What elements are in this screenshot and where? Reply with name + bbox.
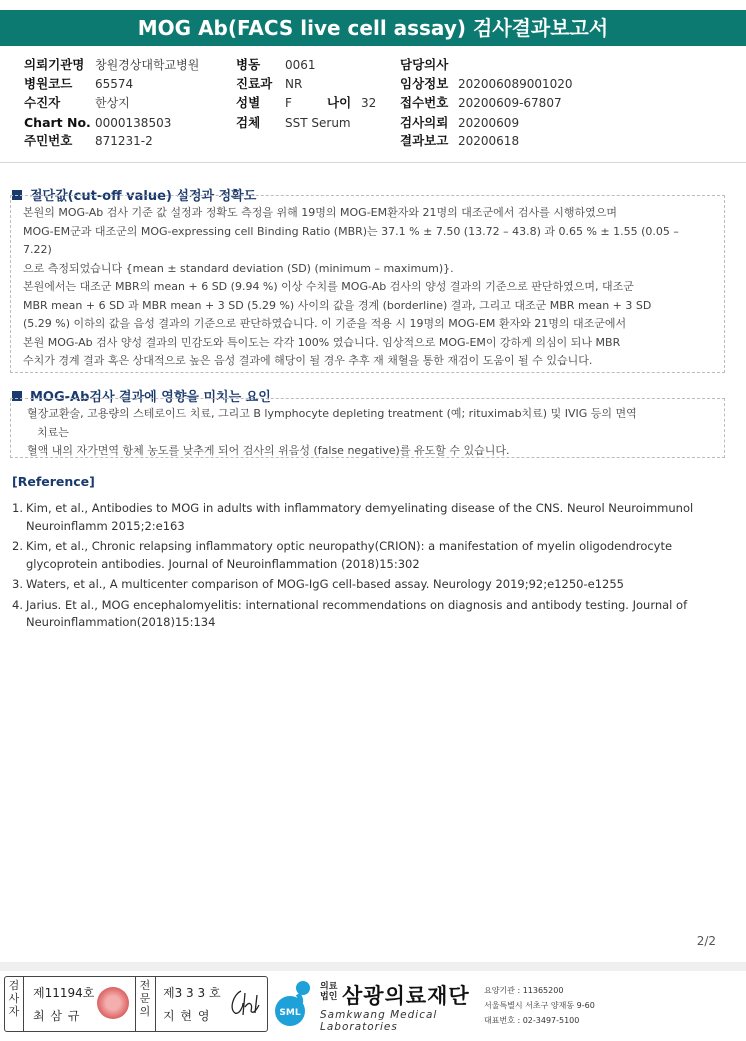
section2-line: 혈장교환술, 고용량의 스테로이드 치료, 그리고 B lymphocyte depleting treatment (예; rituximab치료) 및 IVIG 등의 면역 bbox=[27, 407, 637, 420]
section1-line: (5.29 %) 이하의 값을 음성 결과의 기준으로 판단하였습니다. 이 기준을 적용 시 19명의 MOG-EM 환자와 21명의 대조군에서 bbox=[23, 317, 627, 330]
reference-title: [Reference] bbox=[12, 474, 95, 489]
reference-list bbox=[12, 500, 712, 635]
section1-text bbox=[23, 204, 718, 371]
info-row-4 bbox=[0, 114, 746, 132]
examiner-label: 검사자 bbox=[8, 979, 20, 1018]
value-institution: 창원경상대학교병원 bbox=[95, 58, 200, 72]
section1-line: 수치가 경계 결과 혹은 상대적으로 높은 음성 결과에 해당이 될 경우 추후 재 채혈을 통한 재검이 도움이 될 수 있습니다. bbox=[23, 354, 593, 367]
signature-icon bbox=[227, 985, 265, 1021]
contact-line: 대표번호 : 02-3497-5100 bbox=[484, 1016, 580, 1025]
value-receipt-no: 20200609-67807 bbox=[458, 96, 562, 110]
value-report-date: 20200618 bbox=[458, 134, 520, 148]
reference-item bbox=[12, 538, 712, 573]
patient-info bbox=[0, 56, 746, 156]
value-sex: F bbox=[285, 96, 292, 110]
value-age: 32 bbox=[361, 96, 377, 110]
specialist-name: 지 현 영 bbox=[163, 1009, 211, 1023]
reference-number: 1. bbox=[12, 501, 23, 515]
divider bbox=[23, 977, 24, 1031]
info-row-1 bbox=[0, 56, 746, 74]
value-department: NR bbox=[285, 77, 303, 91]
value-ward: 0061 bbox=[285, 58, 316, 72]
reference-number: 3. bbox=[12, 577, 23, 591]
label-department: 진료과 bbox=[236, 76, 273, 91]
value-resident-no: 871231-2 bbox=[95, 134, 153, 148]
footer-separator bbox=[0, 962, 746, 971]
section1-title: 절단값(cut-off value) 설정과 정확도 bbox=[30, 189, 257, 204]
section2-title: MOG-Ab검사 결과에 영향을 미치는 요인 bbox=[30, 390, 271, 405]
info-row-3 bbox=[0, 94, 746, 112]
value-request-date: 20200609 bbox=[458, 116, 520, 130]
label-patient: 수진자 bbox=[24, 95, 61, 110]
value-clinical-info: 202006089001020 bbox=[458, 77, 573, 91]
label-sex: 성별 bbox=[236, 95, 261, 110]
label-request-date: 검사의뢰 bbox=[400, 115, 449, 130]
section1-line: 본원의 MOG-Ab 검사 기준 값 설정과 정확도 측정을 위해 19명의 MOG-EM환자와 21명의 대조군에서 검사를 시행하였으며 bbox=[23, 206, 617, 219]
value-chart-no: 0000138503 bbox=[95, 116, 172, 130]
section1-line: 으로 측정되었습니다 {mean ± standard deviation (SD) (minimum – maximum)}. bbox=[23, 261, 454, 275]
section2-line: 치료는 bbox=[37, 425, 69, 439]
label-institution: 의뢰기관명 bbox=[24, 57, 85, 72]
page-number: 2/2 bbox=[696, 934, 716, 948]
section1-line: MBR mean + 6 SD 과 MBR mean + 3 SD (5.29 %) 사이의 값을 경계 (borderline) 결과, 그리고 대조군 MBR mean + 3 SD bbox=[23, 298, 652, 312]
signature-box bbox=[4, 976, 268, 1032]
divider bbox=[155, 977, 156, 1031]
value-hospital-code: 65574 bbox=[95, 77, 134, 91]
reference-item bbox=[12, 576, 712, 594]
section1-line: 본원 MOG-Ab 검사 양성 결과의 민감도와 특이도는 각각 100% 였습니다. 임상적으로 MOG-EM이 강하게 의심이 되나 MBR bbox=[23, 335, 621, 349]
reference-text: Kim, et al., Chronic relapsing inflammatory optic neuropathy(CRION): a manifestation of myelin oligodendrocyte glycoprotein antibodies. Journal of Neuroinflammation (2018)15:302 bbox=[26, 539, 673, 571]
examiner-name: 최 삼 규 bbox=[33, 1009, 81, 1023]
label-age: 나이 bbox=[327, 95, 352, 110]
divider bbox=[135, 977, 136, 1031]
info-row-2 bbox=[0, 75, 746, 93]
label-specimen: 검체 bbox=[236, 115, 261, 130]
reference-text: Waters, et al., A multicenter comparison of MOG-IgG cell-based assay. Neurology 2019;92;e1250-e1255 bbox=[26, 577, 624, 591]
examiner-license-no: 제11194호 bbox=[33, 986, 95, 1000]
label-ward: 병동 bbox=[236, 57, 261, 72]
org-name: 삼광의료재단 bbox=[342, 984, 470, 1008]
report-title: MOG Ab(FACS live cell assay) 검사결과보고서 bbox=[0, 10, 746, 46]
section1-box bbox=[10, 195, 725, 373]
section1-line: 본원에서는 대조군 MBR의 mean + 6 SD (9.94 %) 이상 수치를 MOG-Ab 검사의 양성 결과의 기준으로 판단하였으며, 대조군 bbox=[23, 280, 634, 293]
specialist-label: 전문의 bbox=[139, 979, 151, 1018]
reference-number: 2. bbox=[12, 539, 23, 553]
label-clinical-info: 임상정보 bbox=[400, 76, 449, 91]
contact-line: 서울특별시 서초구 양재동 9-60 bbox=[484, 1001, 595, 1010]
sml-logo-icon bbox=[272, 978, 316, 1028]
reference-number: 4. bbox=[12, 597, 23, 612]
label-resident-no: 주민번호 bbox=[24, 133, 73, 148]
label-report-date: 결과보고 bbox=[400, 133, 449, 148]
section1-line: 7.22) bbox=[23, 243, 52, 256]
info-row-5 bbox=[0, 132, 746, 150]
reference-item bbox=[12, 597, 712, 632]
label-chart-no: Chart No. bbox=[24, 115, 91, 130]
examiner-seal-icon bbox=[97, 987, 129, 1019]
reference-text: Jarius. Et al., MOG encephalomyelitis: international recommendations on diagnosis and antibody testing. Journal of Neuroinflammation(2018)15:134 bbox=[26, 597, 688, 629]
reference-item bbox=[12, 500, 712, 535]
reference-text: Kim, et al., Antibodies to MOG in adults with inflammatory demyelinating disease of the CNS. Neurol Neuroimmunol Neuroinflamm 2015;2:e163 bbox=[26, 501, 694, 533]
contact-line: 요양기관 : 11365200 bbox=[484, 986, 564, 995]
section2-box bbox=[10, 398, 725, 458]
logo-text: SML bbox=[279, 1008, 301, 1018]
value-patient: 한상지 bbox=[95, 96, 130, 110]
organization-name-block bbox=[320, 980, 490, 1033]
section1-line: MOG-EM군과 대조군의 MOG-expressing cell Binding Ratio (MBR)는 37.1 % ± 7.50 (13.72 – 43.8) 과 0.65 % ± 1.55 (0.05 – bbox=[23, 224, 679, 238]
header-divider bbox=[0, 162, 746, 163]
org-legal-label: 의료법인 bbox=[320, 982, 338, 1002]
section2-text bbox=[27, 405, 717, 461]
label-hospital-code: 병원코드 bbox=[24, 76, 73, 91]
label-receipt-no: 접수번호 bbox=[400, 95, 449, 110]
org-english-name: Samkwang Medical Laboratories bbox=[320, 1009, 438, 1033]
value-specimen: SST Serum bbox=[285, 116, 351, 130]
contact-info bbox=[484, 983, 595, 1028]
specialist-license-no: 제3 3 3 호 bbox=[163, 986, 221, 1000]
label-doctor: 담당의사 bbox=[400, 57, 449, 72]
section2-line: 혈액 내의 자가면역 항체 농도를 낮추게 되어 검사의 위음성 (false negative)를 유도할 수 있습니다. bbox=[27, 444, 510, 457]
